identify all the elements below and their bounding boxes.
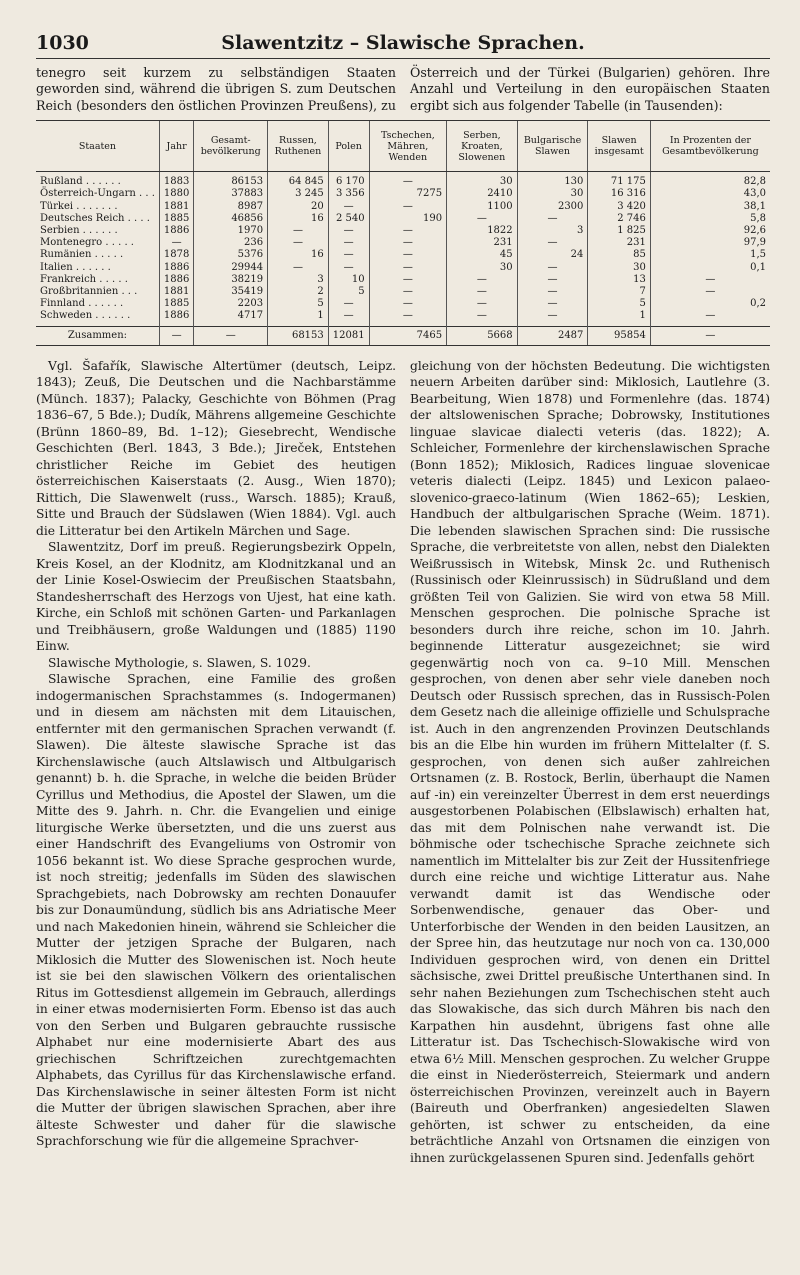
- table-cell: 6 170: [328, 172, 369, 189]
- table-cell: 8987: [194, 201, 268, 213]
- main-text: [36, 358, 770, 1167]
- table-cell: —: [517, 310, 588, 326]
- table-cell: 37883: [194, 188, 268, 200]
- table-cell: —: [328, 262, 369, 274]
- table-cell: 30: [517, 188, 588, 200]
- table-cell: —: [328, 225, 369, 237]
- table-row: [36, 274, 770, 286]
- table-cell: —: [328, 298, 369, 310]
- table-cell: —: [650, 274, 770, 286]
- table-cell: 5: [268, 298, 329, 310]
- table-cell: —: [517, 262, 588, 274]
- table-cell: —: [328, 237, 369, 249]
- table-cell: 1883: [159, 172, 193, 189]
- total-cell: 68153: [268, 326, 329, 345]
- table-cell: —: [369, 225, 447, 237]
- table-cell: 1886: [159, 262, 193, 274]
- running-title: Slawentzitz – Slawische Sprachen.: [221, 32, 585, 54]
- row-label: Großbritannien . . .: [40, 286, 138, 298]
- table-cell: —: [369, 262, 447, 274]
- table-cell: 86153: [194, 172, 268, 189]
- table-cell: 3: [268, 274, 329, 286]
- total-cell: 95854: [588, 326, 650, 345]
- table-cell: 45: [447, 249, 518, 261]
- table-cell: 29944: [194, 262, 268, 274]
- table-cell: 30: [588, 262, 650, 274]
- table-cell: 2: [268, 286, 329, 298]
- total-cell: 7465: [369, 326, 447, 345]
- table-cell: 24: [517, 249, 588, 261]
- row-label: Montenegro . . . . .: [40, 237, 134, 249]
- table-cell: 3 356: [328, 188, 369, 200]
- table-row: [36, 225, 770, 237]
- table-header-cell: Jahr: [159, 121, 193, 172]
- table-cell: —: [369, 286, 447, 298]
- table-cell: 5376: [194, 249, 268, 261]
- right-column: [410, 358, 770, 1167]
- row-label: Rumänien . . . . .: [40, 249, 124, 261]
- table-header-cell: In Prozenten der Gesamtbevölkerung: [650, 121, 770, 172]
- table-cell: 38,1: [650, 201, 770, 213]
- table-cell: 1: [268, 310, 329, 326]
- table-row: [36, 213, 770, 225]
- table-cell: 92,6: [650, 225, 770, 237]
- table-cell: 236: [194, 237, 268, 249]
- row-label: Schweden . . . . . .: [40, 310, 131, 322]
- table-cell: —: [447, 213, 518, 225]
- table-cell: 5: [588, 298, 650, 310]
- table-row: [36, 298, 770, 310]
- table-cell: 5: [328, 286, 369, 298]
- table-cell: 16 316: [588, 188, 650, 200]
- paragraph: Slawische Mythologie, s. Slawen, S. 1029.: [48, 655, 311, 670]
- table-cell: —: [369, 298, 447, 310]
- table-row: [36, 310, 770, 326]
- table-cell: —: [268, 262, 329, 274]
- table-cell: 16: [268, 249, 329, 261]
- total-cell: 5668: [447, 326, 518, 345]
- row-label: Italien . . . . . .: [40, 261, 111, 273]
- table-cell: 71 175: [588, 172, 650, 189]
- table-cell: 1: [588, 310, 650, 326]
- table-cell: —: [517, 298, 588, 310]
- total-cell: —: [159, 326, 193, 345]
- table-cell: 2300: [517, 201, 588, 213]
- table-row: [36, 286, 770, 298]
- intro-text: [36, 65, 770, 114]
- intro-right: Österreich und der Türkei (Bulgarien) gehören. Ihre Anzahl und Verteilung in den europäischen Staaten ergibt sich aus folgender Tabelle (in Tausenden):: [410, 65, 770, 113]
- table-row: [36, 237, 770, 249]
- table-cell: 1886: [159, 274, 193, 286]
- table-cell: 3: [517, 225, 588, 237]
- table-cell: 1822: [447, 225, 518, 237]
- table-cell: 130: [517, 172, 588, 189]
- table-cell: 1881: [159, 286, 193, 298]
- paragraph: Slawentzitz, Dorf im preuß. Regierungsbezirk Oppeln, Kreis Kosel, an der Klodnitz, am Klodnitzkanal und an der Linie Kosel-Oswiecim der Preußischen Staatsbahn, Standesherrschaft des Herzogs von Ujest, hat eine kath. Kirche, ein Schloß mit schönen Garten- und Parkanlagen und Treibhäusern, große Waldungen und (1885) 1190 Einw.: [36, 540, 396, 654]
- table-cell: 43,0: [650, 188, 770, 200]
- table-cell: 231: [447, 237, 518, 249]
- table-total-row: [36, 326, 770, 345]
- table-row: [36, 201, 770, 213]
- table-cell: 64 845: [268, 172, 329, 189]
- table-header-row: [36, 121, 770, 172]
- table-cell: —: [517, 286, 588, 298]
- total-cell: 2487: [517, 326, 588, 345]
- table-cell: 3 245: [268, 188, 329, 200]
- table-row: [36, 172, 770, 189]
- row-label: Frankreich . . . . .: [40, 273, 128, 285]
- table-cell: —: [369, 310, 447, 326]
- table-cell: —: [447, 310, 518, 326]
- table-row: [36, 262, 770, 274]
- total-cell: 12081: [328, 326, 369, 345]
- total-label: Zusammen:: [36, 326, 159, 345]
- table-cell: 4717: [194, 310, 268, 326]
- table-cell: 1878: [159, 249, 193, 261]
- table-cell: —: [328, 201, 369, 213]
- table-cell: —: [328, 310, 369, 326]
- table-cell: 2 540: [328, 213, 369, 225]
- table-header-cell: Polen: [328, 121, 369, 172]
- paragraph: Vgl. Šafařík, Slawische Altertümer (deutsch, Leipz. 1843); Zeuß, Die Deutschen und die Nachbarstämme (Münch. 1837); Palacky, Geschichte von Böhmen (Prag 1836–67, 5 Bde.); Dudík, Mährens allgemeine Geschichte (Brünn 1860–89, Bd. 1–12); Giesebrecht, Wendische Geschichten (Berl. 1843, 3 Bde.); Jireček, Entstehen christlicher Reiche im Gebiet des heutigen österreichischen Kaiserstaats (2. Ausg., Wien 1870); Rittich, Die Slawenwelt (russ., Warsch. 1885); Krauß, Sitte und Brauch der Südslawen (Wien 1884). Vgl. auch die Litteratur bei den Artikeln Märchen und Sage.: [36, 358, 396, 538]
- intro-left: tenegro seit kurzem zu selbständigen Staaten geworden sind, während die übrigen S. zum Deutschen Reich (besonders den östlichen Provinzen Preußens), zu: [36, 65, 396, 113]
- table-cell: 231: [588, 237, 650, 249]
- table-cell: —: [369, 237, 447, 249]
- table-cell: 38219: [194, 274, 268, 286]
- row-label: Serbien . . . . . .: [40, 225, 118, 237]
- table-cell: —: [650, 310, 770, 326]
- table-cell: —: [517, 213, 588, 225]
- table-cell: 85: [588, 249, 650, 261]
- table-cell: —: [159, 237, 193, 249]
- table-cell: 1885: [159, 298, 193, 310]
- table-row: [36, 188, 770, 200]
- table-cell: 0,1: [650, 262, 770, 274]
- table-cell: 2 746: [588, 213, 650, 225]
- table-header-cell: Bulgarische Slawen: [517, 121, 588, 172]
- table-cell: 10: [328, 274, 369, 286]
- table-cell: 5,8: [650, 213, 770, 225]
- row-label: Finnland . . . . . .: [40, 298, 124, 310]
- table-cell: 20: [268, 201, 329, 213]
- table-cell: 1970: [194, 225, 268, 237]
- table-cell: —: [328, 249, 369, 261]
- table-cell: 82,8: [650, 172, 770, 189]
- page-header: [36, 32, 770, 59]
- table-header-cell: Serben, Kroaten, Slowenen: [447, 121, 518, 172]
- table-cell: 1 825: [588, 225, 650, 237]
- slavs-table: [36, 120, 770, 346]
- table-cell: 30: [447, 172, 518, 189]
- table-cell: 1881: [159, 201, 193, 213]
- table-cell: 1885: [159, 213, 193, 225]
- table-cell: 7: [588, 286, 650, 298]
- table-cell: —: [447, 286, 518, 298]
- table-cell: 190: [369, 213, 447, 225]
- table-header-cell: Gesamt-bevölkerung: [194, 121, 268, 172]
- table-cell: —: [517, 274, 588, 286]
- table-header-cell: Staaten: [36, 121, 159, 172]
- row-label: Rußland . . . . . .: [40, 176, 121, 188]
- table-cell: 1886: [159, 225, 193, 237]
- table-header-cell: Tschechen, Mähren, Wenden: [369, 121, 447, 172]
- table-cell: —: [268, 225, 329, 237]
- table-cell: 13: [588, 274, 650, 286]
- table-cell: 16: [268, 213, 329, 225]
- table-cell: —: [650, 286, 770, 298]
- table-cell: —: [369, 201, 447, 213]
- row-label: Türkei . . . . . . .: [40, 200, 118, 212]
- table-header-cell: Russen, Ruthenen: [268, 121, 329, 172]
- table-cell: 46856: [194, 213, 268, 225]
- row-label: Österreich-Ungarn . . .: [40, 188, 155, 200]
- table-cell: —: [268, 237, 329, 249]
- row-label: Deutsches Reich . . . .: [40, 212, 150, 224]
- table-cell: 35419: [194, 286, 268, 298]
- table-cell: 7275: [369, 188, 447, 200]
- table-cell: 0,2: [650, 298, 770, 310]
- table-cell: —: [369, 172, 447, 189]
- table-cell: 2410: [447, 188, 518, 200]
- table-cell: 2203: [194, 298, 268, 310]
- table-cell: —: [369, 249, 447, 261]
- table-cell: 97,9: [650, 237, 770, 249]
- paragraph: Slawische Sprachen, eine Familie des großen indogermanischen Sprachstammes (s. Indogermanen) und in diesem am nächsten mit dem Litauischen, entfernter mit den germanischen Sprachen verwandt (f. Slawen). Die älteste slawische Sprache ist das Kirchenslawische (auch Altslawisch und Altbulgarisch genannt) b. h. die Sprache, in welche die beiden Brüder Cyrillus und Methodius, die Apostel der Slawen, um die Mitte des 9. Jahrh. n. Chr. die Evangelien und einige liturgische Werke übersetzten, und die uns zuerst aus einer Handschrift des Evangeliums von Ostromir von 1056 bekannt ist. Wo diese Sprache gesprochen wurde, ist noch streitig; jedenfalls im Süden des slawischen Sprachgebiets, nach Dobrowsky am rechten Donauufer bis zur Donaumündung, südlich bis ans Adriatische Meer und nach Makedonien hinein, während sie Schleicher die Mutter der jetzigen Sprache der Bulgaren, nach Miklosich die Mutter des Slowenischen ist. Noch heute ist sie bei den slawischen Völkern des orientalischen Ritus im Gottesdienst allgemein im Gebrauch, allerdings in einer etwas modernisierten Form. Ebenso ist das auch von den Serben und Bulgaren gebrauchte russische Alphabet nur eine modernisierte Abart des aus griechischen Schriftzeichen zurechtgemachten Alphabets, das Cyrillus für das Kirchenslawische erfand. Das Kirchenslawische in seiner ältesten Form ist nicht die Mutter der übrigen slawischen Sprachen, aber ihre älteste Schwester und daher für die slawische Sprachforschung wie für die allgemeine Sprachver-: [36, 672, 396, 1149]
- table-cell: —: [517, 237, 588, 249]
- paragraph: gleichung von der höchsten Bedeutung. Die wichtigsten neuern Arbeiten darüber sind: Miklosich, Lautlehre (3. Bearbeitung, Wien 1878) und Formenlehre (das. 1874) der altslowenischen Sprache; Dobrowsky, Institutiones linguae slavicae dialecti veteris (das. 1822); A. Schleicher, Formenlehre der kirchenslawischen Sprache (Bonn 1852); Miklosich, Radices linguae slovenicae veteris dialecti (Leipz. 1845) und Lexicon palaeo-slovenico-graeco-latinum (Wien 1862–65); Leskien, Handbuch der altbulgarischen Sprache (Weim. 1871). Die lebenden slawischen Sprachen sind: Die russische Sprache, die verbreitetste von allen, nebst den Dialekten Weißrussisch in Witebsk, Minsk 2c. und Ruthenisch (Russinisch oder Kleinrussisch) in Südrußland und dem größten Teil von Galizien. Sie wird von etwa 58 Mill. Menschen gesprochen. Die polnische Sprache ist besonders durch ihre reiche, schon im 10. Jahrh. beginnende Litteratur ausgezeichnet; sie wird gegenwärtig noch von ca. 9–10 Mill. Menschen gesprochen, von denen aber sehr viele daneben noch Deutsch oder Russisch sprechen, das in Russisch-Polen dem Gesetz nach die alleinige offizielle und Schulsprache ist. Auch in den angrenzenden Provinzen Deutschlands bis an die Elbe hin wurden im frühern Mittelalter (f. S. gesprochen, von denen sich außer zahlreichen Ortsnamen (z. B. Rostock, Berlin, überhaupt die Namen auf -in) ein vereinzelter Überrest in dem erst neuerdings ausgestorbenen Polabischen (Elbslawisch) erhalten hat, das mit dem Polnischen nahe verwandt ist. Die böhmische oder tschechische Sprache zeichnete sich namentlich im Mittelalter bis zur Zeit der Hussitenfriege durch eine reiche und wichtige Litteratur aus. Nahe verwandt damit ist das Wendische oder Sorbenwendische, genauer das Ober- und Unterforbische der Wenden in den beiden Lausitzen, an der Spree hin, das heutzutage nur noch von ca. 130,000 Individuen gesprochen wird, von denen ein Drittel sächsische, zwei Drittel preußische Unterthanen sind. In sehr nahen Beziehungen zum Tschechischen steht auch das Slowakische, das sich durch Mähren bis nach den Karpathen hin ausdehnt, übrigens fast ohne alle Litteratur ist. Das Tschechisch-Slowakische wird von etwa 6½ Mill. Menschen gesprochen. Zu welcher Gruppe die einst in Niederösterreich, Steiermark und andern österreichischen Provinzen, vereinzelt auch in Bayern (Baireuth und Oberfranken) angesiedelten Slawen gehörten, ist schwer zu entscheiden, da eine beträchtliche Anzahl von Ortsnamen die einzigen von ihnen zurückgelassenen Spuren sind. Jedenfalls gehört: [410, 358, 771, 1165]
- page-number: 1030: [36, 32, 89, 54]
- table-cell: 1,5: [650, 249, 770, 261]
- table-cell: 3 420: [588, 201, 650, 213]
- total-cell: —: [650, 326, 770, 345]
- table-body: [36, 172, 770, 346]
- table-cell: —: [447, 298, 518, 310]
- table-cell: 1100: [447, 201, 518, 213]
- total-cell: —: [194, 326, 268, 345]
- table-cell: 30: [447, 262, 518, 274]
- left-column: [36, 358, 396, 1167]
- table-cell: 1880: [159, 188, 193, 200]
- table-cell: —: [447, 274, 518, 286]
- table-header-cell: Slawen insgesamt: [588, 121, 650, 172]
- table-row: [36, 249, 770, 261]
- table-cell: 1886: [159, 310, 193, 326]
- table-cell: —: [369, 274, 447, 286]
